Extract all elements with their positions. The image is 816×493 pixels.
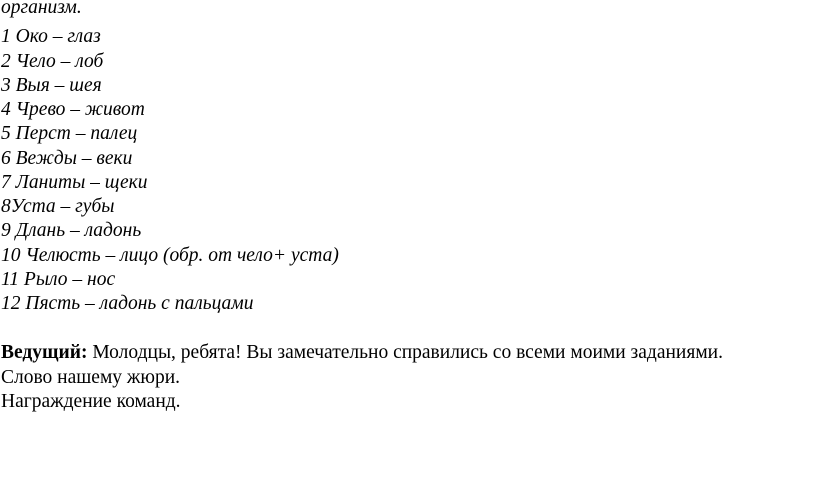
host-text: Молодцы, ребята! Вы замечательно справились со всеми моими заданиями. [87,342,723,363]
list-item: 4 Чрево – живот [1,99,145,120]
list-item: 6 Вежды – веки [1,148,133,169]
list-item: 7 Ланиты – щеки [1,172,148,193]
list-item: 1 Око – глаз [1,26,101,47]
list-item: 12 Пясть – ладонь с пальцами [1,293,254,314]
intro-text: организм. [1,0,82,18]
list-item: 11 Рыло – нос [1,269,116,290]
list-item: 2 Чело – лоб [1,51,104,72]
list-item: 5 Перст – палец [1,123,138,144]
host-paragraph [1,341,723,365]
list-item: 10 Челюсть – лицо (обр. от чело+ уста) [1,245,339,266]
closing-line: Слово нашему жюри. [1,367,181,388]
list-item: 8Уста – губы [1,196,115,217]
list-item: 9 Длань – ладонь [1,220,142,241]
host-label: Ведущий: [1,342,88,363]
closing-line: Награждение команд. [1,391,181,412]
list-item: 3 Выя – шея [1,75,102,96]
